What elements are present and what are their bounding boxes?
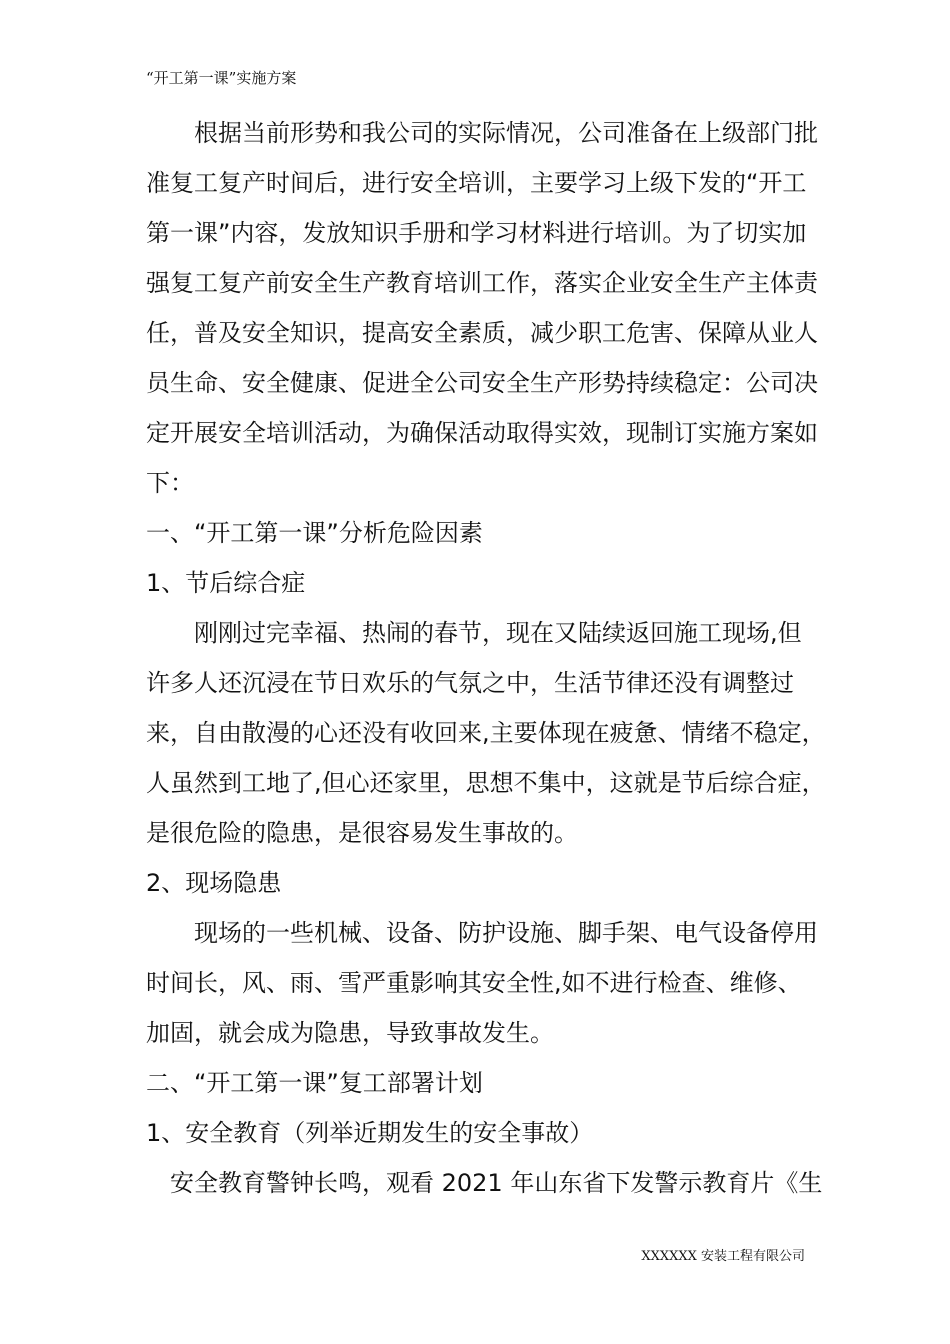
document-body — [146, 108, 826, 1208]
section-heading: 二、“开工第一课”复工部署计划 — [146, 1069, 483, 1097]
paragraph-line: 任，普及安全知识，提高安全素质，减少职工危害、保障从业人 — [146, 319, 818, 347]
paragraph-line: 下： — [146, 469, 194, 497]
paragraph-line: 强复工复产前安全生产教育培训工作，落实企业安全生产主体责 — [146, 269, 818, 297]
page-footer-company: XXXXXX 安装工程有限公司 — [641, 1249, 805, 1264]
paragraph-line: 加固，就会成为隐患，导致事故发生。 — [146, 1019, 554, 1047]
paragraph-line: 是很危险的隐患，是很容易发生事故的。 — [146, 819, 578, 847]
paragraph-line: 根据当前形势和我公司的实际情况，公司准备在上级部门批 — [194, 119, 818, 147]
paragraph-line: 许多人还沉浸在节日欢乐的气氛之中，生活节律还没有调整过 — [146, 669, 794, 697]
page-header-title: “开工第一课”实施方案 — [146, 69, 297, 87]
subsection-heading: 1、安全教育（列举近期发生的安全事故） — [146, 1119, 594, 1147]
paragraph-line: 刚刚过完幸福、热闹的春节，现在又陆续返回施工现场,但 — [194, 619, 802, 647]
paragraph-line: 准复工复产时间后，进行安全培训，主要学习上级下发的“开工 — [146, 169, 807, 197]
section-heading: 一、“开工第一课”分析危险因素 — [146, 519, 483, 547]
paragraph-line: 时间长，风、雨、雪严重影响其安全性,如不进行检查、维修、 — [146, 969, 802, 997]
paragraph-line: 安全教育警钟长鸣，观看 2021 年山东省下发警示教育片《生 — [170, 1169, 823, 1197]
paragraph-line: 人虽然到工地了,但心还家里，思想不集中，这就是节后综合症， — [146, 769, 826, 797]
paragraph-line: 现场的一些机械、设备、防护设施、脚手架、电气设备停用 — [194, 919, 818, 947]
subsection-heading: 1、节后综合症 — [146, 569, 306, 597]
paragraph-line: 定开展安全培训活动，为确保活动取得实效，现制订实施方案如 — [146, 419, 818, 447]
paragraph-line: 第一课”内容，发放知识手册和学习材料进行培训。为了切实加 — [146, 219, 807, 247]
subsection-heading: 2、现场隐患 — [146, 869, 282, 897]
paragraph-line: 员生命、安全健康、促进全公司安全生产形势持续稳定：公司决 — [146, 369, 818, 397]
paragraph-line: 来，自由散漫的心还没有收回来,主要体现在疲惫、情绪不稳定， — [146, 719, 826, 747]
